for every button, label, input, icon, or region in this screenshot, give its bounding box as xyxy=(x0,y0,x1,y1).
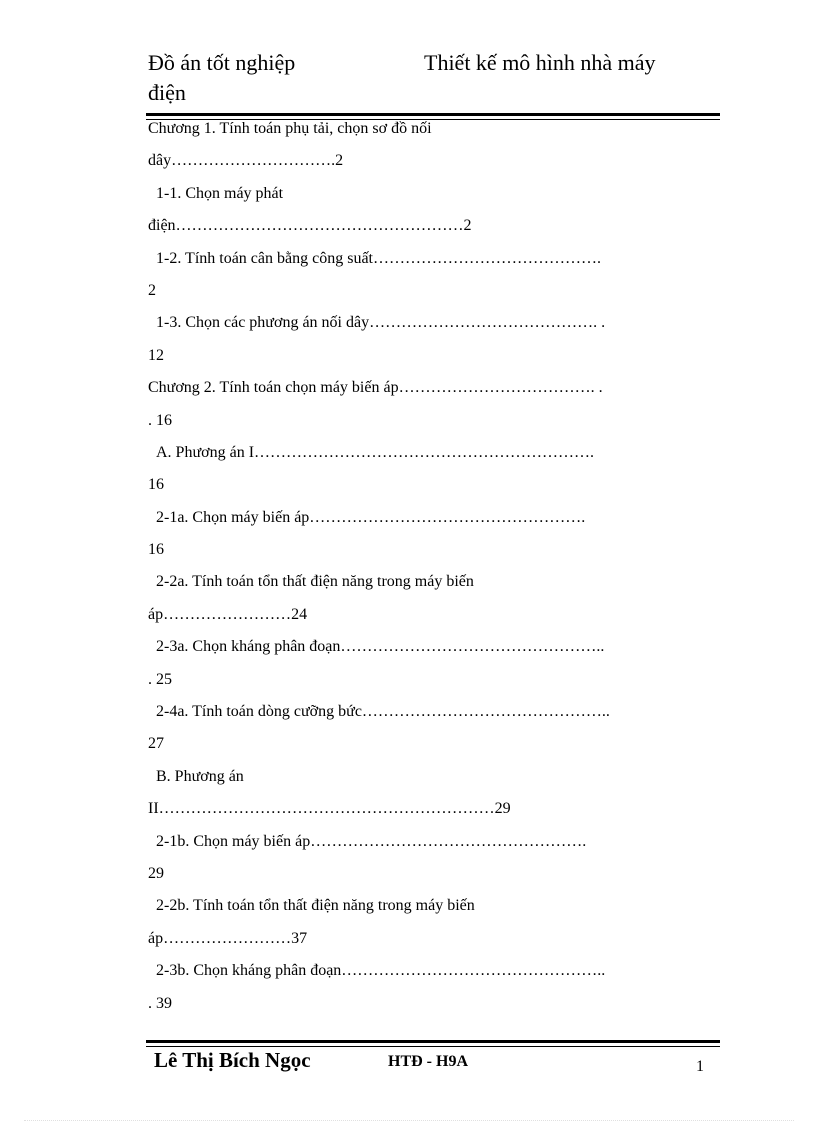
toc-line: Chương 1. Tính toán phụ tải, chọn sơ đồ nối xyxy=(148,120,432,137)
toc-line: áp……………………24 xyxy=(148,605,308,623)
toc-line: 16 xyxy=(148,541,164,559)
header-left-title: Đồ án tốt nghiệp điện xyxy=(148,50,296,105)
toc-line: A. Phương án I………………………………………………………. xyxy=(156,443,595,461)
toc-line: 12 xyxy=(148,346,164,364)
footer-class-code: HTĐ - H9A xyxy=(388,1053,468,1070)
toc-line: II………………………………………………………29 xyxy=(148,800,511,818)
toc-line: điện………………………………………………2 xyxy=(148,217,472,235)
toc-line: . 25 xyxy=(148,670,172,688)
toc-line: 16 xyxy=(148,476,164,494)
toc-line: 27 xyxy=(148,735,164,753)
toc-line: Chương 2. Tính toán chọn máy biến áp………………………………. . xyxy=(148,379,603,397)
toc-line: 2-4a. Tính toán dòng cưỡng bức……………………………………….. xyxy=(156,703,610,721)
toc-line: B. Phương án xyxy=(156,767,244,785)
footer-rule-thin xyxy=(146,1046,720,1047)
header-right-title: Thiết kế mô hình nhà máy xyxy=(424,50,656,75)
table-of-contents xyxy=(148,118,720,1025)
toc-line: 1-3. Chọn các phương án nối dây……………………………………. . xyxy=(156,314,606,332)
toc-line: 1-1. Chọn máy phát xyxy=(156,184,284,202)
toc-line: . 39 xyxy=(148,994,172,1012)
toc-line: . 16 xyxy=(148,411,172,429)
toc-line: 1-2. Tính toán cân bằng công suất……………………………………. xyxy=(156,249,601,267)
toc-line: áp……………………37 xyxy=(148,929,308,947)
toc-line: 29 xyxy=(148,864,164,882)
toc-line: dây………………………….2 xyxy=(148,152,344,170)
page-number: 1 xyxy=(696,1058,704,1075)
toc-line: 2-2b. Tính toán tổn thất điện năng trong máy biến xyxy=(156,897,475,915)
toc-line: 2-1b. Chọn máy biến áp……………………………………………. xyxy=(156,832,587,850)
footer-author: Lê Thị Bích Ngọc xyxy=(154,1048,311,1072)
footer-rule-thick xyxy=(146,1040,720,1043)
toc-line: 2 xyxy=(148,281,156,299)
page-bottom-border xyxy=(24,1120,794,1121)
header-rule-thick xyxy=(146,113,720,116)
toc-line: 2-3a. Chọn kháng phân đoạn………………………………………….. xyxy=(156,638,605,656)
toc-line: 2-2a. Tính toán tổn thất điện năng trong máy biến xyxy=(156,573,474,591)
toc-line: 2-1a. Chọn máy biến áp……………………………………………. xyxy=(156,508,586,526)
toc-line: 2-3b. Chọn kháng phân đoạn………………………………………….. xyxy=(156,962,606,980)
